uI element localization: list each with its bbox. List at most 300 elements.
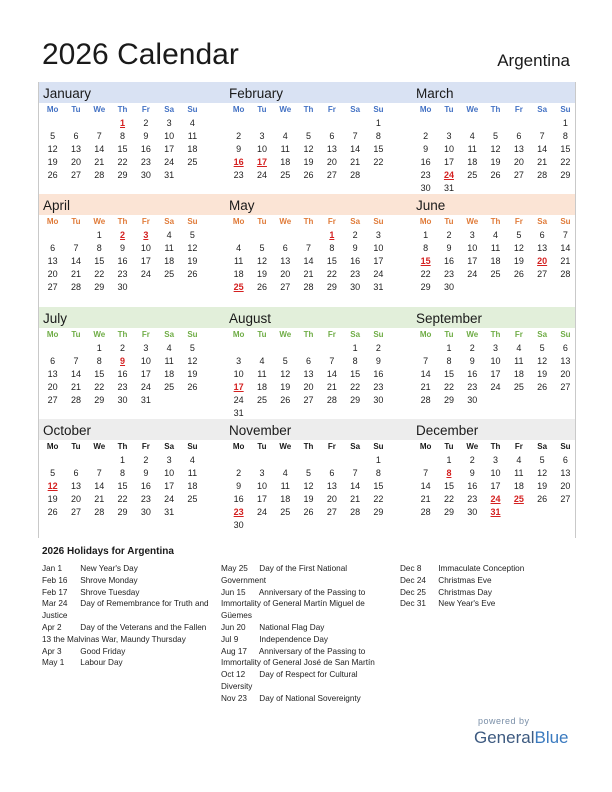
- weekday-header: [411, 440, 589, 454]
- day-cell: 12: [256, 256, 267, 266]
- holiday-item: [42, 587, 212, 599]
- weekday-header: [38, 103, 216, 117]
- weekday-label: Tu: [444, 442, 454, 451]
- brand-logo[interactable]: [474, 728, 569, 748]
- holiday-date: Feb 16: [42, 575, 68, 585]
- day-cell: 23: [233, 170, 244, 180]
- day-cell: 24: [490, 494, 501, 504]
- week-row: [41, 480, 216, 493]
- empty-day-cell: [320, 454, 343, 467]
- day-cell: 8: [375, 468, 381, 478]
- day-cell: 12: [513, 243, 524, 253]
- day-cell: 12: [47, 144, 58, 154]
- weekday-label: Sa: [164, 330, 175, 339]
- holiday-item: [42, 598, 212, 622]
- empty-day-cell: [227, 342, 250, 355]
- day-cell: 14: [420, 369, 431, 379]
- empty-day-cell: [484, 117, 507, 130]
- day-cell: 3: [375, 230, 381, 240]
- day-cell: 24: [256, 170, 267, 180]
- day-cell: 22: [443, 494, 454, 504]
- weekday-label: Th: [303, 330, 314, 339]
- day-cell: 7: [423, 468, 429, 478]
- day-cell: 8: [329, 243, 335, 253]
- day-cell: 25: [256, 395, 267, 405]
- month-name: May: [229, 198, 255, 213]
- day-cell: 19: [537, 481, 548, 491]
- holiday-item: [221, 646, 391, 670]
- weekday-label: Su: [187, 105, 198, 114]
- day-cell: 14: [70, 256, 81, 266]
- month-name: November: [229, 423, 292, 438]
- weekday-label: Th: [303, 217, 314, 226]
- day-cell: 16: [117, 369, 128, 379]
- day-cell: 21: [326, 382, 337, 392]
- empty-day-cell: [181, 506, 204, 519]
- day-cell: 8: [446, 356, 452, 366]
- day-cell: 19: [47, 157, 58, 167]
- weekday-label: Sa: [537, 330, 548, 339]
- day-cell: 6: [539, 230, 545, 240]
- day-cell: 20: [280, 269, 291, 279]
- day-cell: 6: [329, 131, 335, 141]
- week-row: [41, 255, 216, 268]
- day-cell: 9: [120, 243, 126, 253]
- month-name: August: [229, 311, 272, 326]
- day-cell: 17: [373, 256, 384, 266]
- week-row: [227, 169, 402, 182]
- day-cell: 30: [117, 395, 128, 405]
- day-cell: 13: [326, 144, 337, 154]
- day-cell: 5: [539, 343, 545, 353]
- day-cell: 3: [259, 131, 265, 141]
- day-cell: 13: [47, 256, 58, 266]
- day-cell: 31: [443, 183, 454, 193]
- day-cell: 24: [467, 269, 478, 279]
- holiday-item: [221, 563, 391, 587]
- day-cell: 21: [94, 494, 105, 504]
- day-cell: 30: [350, 282, 361, 292]
- day-cell: 1: [120, 118, 126, 128]
- day-cell: 24: [233, 395, 244, 405]
- day-cell: 20: [70, 494, 81, 504]
- day-cell: 19: [303, 157, 314, 167]
- weekday-label: Sa: [350, 105, 361, 114]
- day-cell: 30: [467, 395, 478, 405]
- holiday-name: Immaculate Conception: [436, 564, 525, 573]
- weekday-label: Fr: [514, 442, 523, 451]
- weekday-label: We: [279, 105, 292, 114]
- day-cell: 24: [164, 494, 175, 504]
- day-cell: 24: [373, 269, 384, 279]
- day-cell: 10: [164, 131, 175, 141]
- weekday-label: Tu: [71, 217, 81, 226]
- week-row: [227, 355, 402, 368]
- empty-day-cell: [274, 229, 297, 242]
- day-cell: 6: [50, 243, 56, 253]
- weekday-label: We: [466, 442, 479, 451]
- week-row: [414, 143, 589, 156]
- weekday-label: Tu: [257, 217, 267, 226]
- day-cell: 26: [47, 507, 58, 517]
- weekday-label: Tu: [257, 105, 267, 114]
- holiday-date: Jun 15: [221, 587, 246, 597]
- day-cell: 13: [47, 369, 58, 379]
- day-cell: 18: [280, 157, 291, 167]
- week-row: [41, 130, 216, 143]
- weekday-label: Sa: [164, 217, 175, 226]
- day-cell: 16: [117, 256, 128, 266]
- day-cell: 2: [120, 343, 126, 353]
- day-cell: 1: [446, 455, 452, 465]
- day-cell: 28: [420, 395, 431, 405]
- day-cell: 27: [47, 282, 58, 292]
- day-cell: 9: [375, 356, 381, 366]
- day-cell: 22: [373, 157, 384, 167]
- holiday-item: [42, 622, 212, 646]
- week-row: [227, 394, 402, 407]
- month-may: [224, 194, 402, 294]
- day-cell: 3: [166, 118, 172, 128]
- day-cell: 25: [164, 382, 175, 392]
- day-cell: 23: [420, 170, 431, 180]
- empty-day-cell: [227, 117, 250, 130]
- holiday-name: Anniversary of the Passing to Immortality of General Martín Miguel de Güemes: [221, 587, 366, 621]
- weekday-label: Mo: [46, 105, 59, 114]
- day-cell: 18: [187, 481, 198, 491]
- week-row: [227, 480, 402, 493]
- empty-day-cell: [64, 117, 87, 130]
- day-cell: 12: [187, 356, 198, 366]
- day-cell: 19: [513, 256, 524, 266]
- holiday-name: Labour Day: [78, 658, 123, 668]
- day-cell: 10: [140, 243, 151, 253]
- weekday-header: [38, 328, 216, 342]
- day-cell: 1: [96, 230, 102, 240]
- day-cell: 17: [467, 256, 478, 266]
- weekday-label: Su: [373, 442, 384, 451]
- day-cell: 22: [560, 157, 571, 167]
- day-cell: 29: [420, 282, 431, 292]
- day-cell: 23: [117, 269, 128, 279]
- day-cell: 28: [94, 507, 105, 517]
- empty-day-cell: [250, 229, 273, 242]
- empty-day-cell: [64, 454, 87, 467]
- weekday-label: Th: [490, 330, 501, 339]
- week-row: [414, 255, 589, 268]
- day-cell: 9: [236, 481, 242, 491]
- day-cell: 1: [352, 343, 358, 353]
- weekday-label: Mo: [232, 217, 245, 226]
- day-cell: 7: [352, 131, 358, 141]
- day-cell: 21: [420, 382, 431, 392]
- day-cell: 18: [256, 382, 267, 392]
- holidays-column: [400, 563, 570, 610]
- weekday-label: Fr: [327, 442, 336, 451]
- weekday-label: Fr: [514, 105, 523, 114]
- day-cell: 14: [420, 481, 431, 491]
- day-cell: 29: [350, 395, 361, 405]
- weekday-label: Fr: [327, 105, 336, 114]
- week-row: [414, 381, 589, 394]
- calendar-grid: [38, 82, 575, 538]
- day-cell: 11: [280, 144, 290, 154]
- empty-day-cell: [320, 342, 343, 355]
- weekday-label: Sa: [164, 105, 175, 114]
- day-cell: 10: [467, 243, 478, 253]
- weekday-label: Fr: [327, 217, 336, 226]
- day-cell: 23: [140, 494, 151, 504]
- day-cell: 27: [513, 170, 524, 180]
- weekday-label: Sa: [537, 217, 548, 226]
- day-cell: 5: [516, 230, 522, 240]
- empty-day-cell: [530, 117, 553, 130]
- day-cell: 13: [537, 243, 548, 253]
- day-cell: 13: [70, 481, 81, 491]
- holidays-column: [221, 563, 391, 705]
- day-cell: 24: [256, 507, 267, 517]
- day-cell: 6: [73, 131, 79, 141]
- weekday-label: Th: [117, 330, 128, 339]
- month-name: December: [416, 423, 479, 438]
- month-name: March: [416, 86, 454, 101]
- day-cell: 28: [303, 282, 314, 292]
- holiday-date: Aug 17: [221, 646, 247, 656]
- empty-day-cell: [181, 281, 204, 294]
- empty-day-cell: [250, 519, 273, 532]
- day-cell: 28: [70, 395, 81, 405]
- weekday-label: Su: [187, 217, 198, 226]
- day-cell: 28: [94, 170, 105, 180]
- day-cell: 30: [443, 282, 454, 292]
- empty-day-cell: [274, 519, 297, 532]
- holiday-item: [42, 563, 212, 575]
- empty-day-cell: [414, 454, 437, 467]
- day-cell: 6: [306, 356, 312, 366]
- day-cell: 13: [280, 256, 291, 266]
- day-cell: 5: [306, 468, 312, 478]
- empty-day-cell: [64, 342, 87, 355]
- day-cell: 29: [443, 507, 454, 517]
- holiday-date: Dec 31: [400, 599, 426, 609]
- holiday-name: Independence Day: [257, 634, 329, 644]
- day-cell: 25: [467, 170, 478, 180]
- day-cell: 24: [443, 170, 454, 180]
- weekday-header: [224, 103, 402, 117]
- day-cell: 30: [117, 282, 128, 292]
- day-cell: 31: [233, 408, 244, 418]
- weekday-label: We: [93, 105, 106, 114]
- page-title: 2026 Calendar: [42, 38, 239, 71]
- day-cell: 3: [143, 343, 149, 353]
- day-cell: 2: [143, 455, 149, 465]
- day-cell: 17: [140, 256, 151, 266]
- day-cell: 26: [303, 507, 314, 517]
- holiday-item: [221, 622, 391, 634]
- day-cell: 25: [490, 269, 501, 279]
- day-cell: 19: [187, 256, 198, 266]
- holiday-item: [221, 587, 391, 622]
- empty-day-cell: [41, 454, 64, 467]
- day-cell: 11: [280, 481, 290, 491]
- empty-day-cell: [88, 454, 111, 467]
- day-cell: 2: [423, 131, 429, 141]
- day-cell: 25: [187, 494, 198, 504]
- day-cell: 16: [467, 481, 478, 491]
- day-cell: 22: [117, 157, 128, 167]
- holiday-date: Dec 8: [400, 564, 422, 573]
- day-cell: 11: [490, 243, 501, 253]
- week-row: [227, 506, 402, 519]
- holiday-date: Apr 2: [42, 622, 62, 632]
- day-cell: 16: [443, 256, 454, 266]
- day-cell: 29: [94, 282, 105, 292]
- day-cell: 27: [70, 170, 81, 180]
- day-cell: 2: [446, 230, 452, 240]
- day-cell: 10: [140, 356, 151, 366]
- day-cell: 14: [350, 481, 361, 491]
- day-cell: 5: [493, 131, 499, 141]
- day-cell: 27: [47, 395, 58, 405]
- week-row: [414, 156, 589, 169]
- day-cell: 22: [350, 382, 361, 392]
- day-cell: 18: [164, 369, 175, 379]
- day-cell: 16: [373, 369, 384, 379]
- weekday-label: Su: [187, 442, 198, 451]
- day-cell: 25: [164, 269, 175, 279]
- weekday-label: Mo: [232, 442, 245, 451]
- month-april: [38, 194, 216, 294]
- day-cell: 6: [329, 468, 335, 478]
- day-cell: 26: [280, 395, 291, 405]
- day-cell: 29: [560, 170, 571, 180]
- holiday-date: Dec 24: [400, 575, 426, 585]
- week-row: [227, 467, 402, 480]
- month-september: [411, 307, 589, 407]
- holiday-name: Shrove Tuesday: [78, 587, 140, 597]
- day-cell: 4: [236, 243, 242, 253]
- empty-day-cell: [461, 281, 484, 294]
- weekday-label: Mo: [232, 330, 245, 339]
- day-cell: 11: [233, 256, 244, 266]
- day-cell: 11: [514, 356, 524, 366]
- week-row: [41, 169, 216, 182]
- week-row: [227, 143, 402, 156]
- day-cell: 5: [539, 455, 545, 465]
- empty-day-cell: [530, 281, 553, 294]
- day-cell: 5: [282, 356, 288, 366]
- week-row: [227, 454, 402, 467]
- weekday-label: Th: [303, 442, 314, 451]
- holiday-name: Day of Respect for Cultural Diversity: [221, 670, 358, 691]
- weekday-label: Su: [373, 330, 384, 339]
- week-row: [414, 467, 589, 480]
- day-cell: 9: [143, 131, 149, 141]
- day-cell: 15: [443, 481, 454, 491]
- weekday-label: Su: [373, 217, 384, 226]
- weekday-label: Sa: [537, 442, 548, 451]
- day-cell: 13: [560, 356, 571, 366]
- day-cell: 20: [513, 157, 524, 167]
- weekday-label: Tu: [444, 330, 454, 339]
- day-cell: 30: [140, 170, 151, 180]
- day-cell: 8: [120, 468, 126, 478]
- day-cell: 19: [537, 369, 548, 379]
- day-cell: 9: [236, 144, 242, 154]
- day-cell: 18: [467, 157, 478, 167]
- week-row: [414, 242, 589, 255]
- weekday-label: Tu: [71, 330, 81, 339]
- day-cell: 11: [164, 356, 174, 366]
- day-cell: 6: [516, 131, 522, 141]
- holiday-date: Feb 17: [42, 587, 68, 597]
- day-cell: 4: [166, 230, 172, 240]
- day-cell: 17: [233, 382, 244, 392]
- empty-day-cell: [297, 342, 320, 355]
- day-cell: 18: [513, 481, 524, 491]
- holiday-name: Christmas Eve: [436, 575, 492, 585]
- month-february: [224, 82, 402, 182]
- weekday-label: Sa: [164, 442, 175, 451]
- weekday-label: We: [93, 330, 106, 339]
- week-row: [414, 268, 589, 281]
- week-row: [414, 480, 589, 493]
- day-cell: 23: [117, 382, 128, 392]
- day-cell: 25: [513, 382, 524, 392]
- day-cell: 7: [73, 356, 79, 366]
- week-row: [227, 255, 402, 268]
- day-cell: 16: [233, 494, 244, 504]
- weekday-label: Tu: [257, 442, 267, 451]
- month-name: April: [43, 198, 71, 213]
- weekday-label: Th: [490, 217, 501, 226]
- weekday-label: Mo: [419, 330, 432, 339]
- day-cell: 27: [560, 494, 571, 504]
- empty-day-cell: [507, 281, 530, 294]
- day-cell: 22: [117, 494, 128, 504]
- day-cell: 4: [259, 356, 265, 366]
- day-cell: 20: [47, 269, 58, 279]
- day-cell: 25: [280, 170, 291, 180]
- day-cell: 14: [560, 243, 571, 253]
- weekday-label: Fr: [141, 217, 150, 226]
- day-cell: 27: [70, 507, 81, 517]
- day-cell: 29: [373, 507, 384, 517]
- holiday-date: Nov 23: [221, 693, 247, 703]
- day-cell: 9: [352, 243, 358, 253]
- day-cell: 15: [94, 369, 105, 379]
- empty-day-cell: [343, 519, 366, 532]
- day-cell: 18: [233, 269, 244, 279]
- day-cell: 14: [70, 369, 81, 379]
- week-row: [41, 381, 216, 394]
- holidays-title: 2026 Holidays for Argentina: [42, 546, 174, 557]
- day-cell: 16: [420, 157, 431, 167]
- day-cell: 18: [280, 494, 291, 504]
- holiday-item: [221, 693, 391, 705]
- day-cell: 1: [375, 455, 381, 465]
- day-cell: 11: [257, 369, 267, 379]
- day-cell: 23: [233, 507, 244, 517]
- month-name: June: [416, 198, 446, 213]
- day-cell: 26: [187, 382, 198, 392]
- week-row: [41, 355, 216, 368]
- empty-day-cell: [134, 281, 157, 294]
- day-cell: 7: [329, 356, 335, 366]
- holiday-name: National Flag Day: [257, 622, 325, 632]
- day-cell: 23: [467, 494, 478, 504]
- day-cell: 20: [303, 382, 314, 392]
